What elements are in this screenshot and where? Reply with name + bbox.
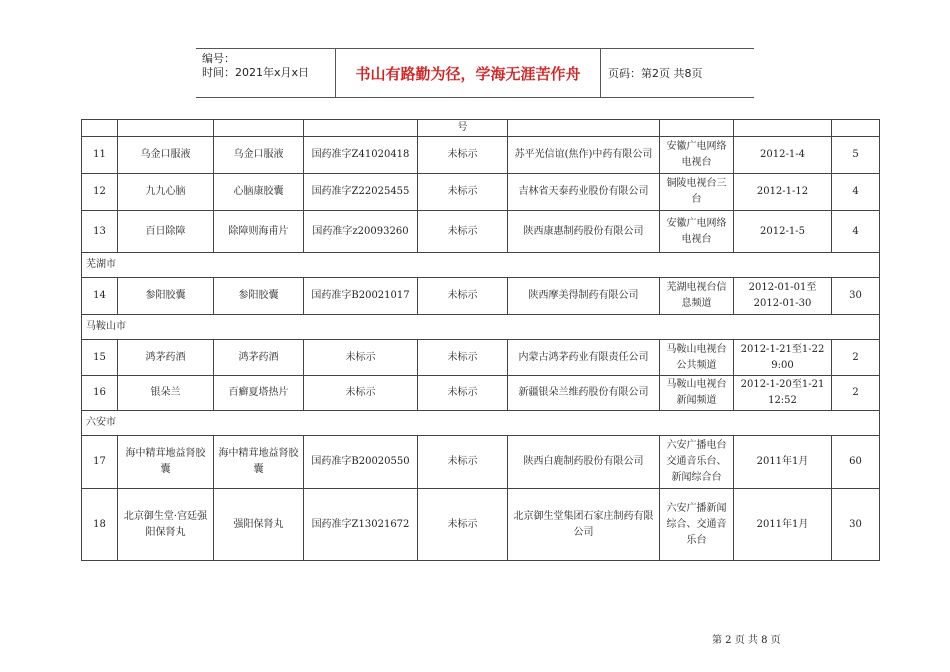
table-cell: 4 bbox=[832, 211, 880, 253]
table-cell: 2011年1月 bbox=[734, 489, 832, 561]
table-cell: 30 bbox=[832, 278, 880, 315]
table-cell: 11 bbox=[82, 137, 118, 174]
table-cell: 2012-1-12 bbox=[734, 174, 832, 211]
page-footer: 第 2 页 共 8 页 bbox=[712, 635, 781, 646]
region-label: 芜湖市 bbox=[82, 253, 880, 278]
table-row bbox=[82, 436, 880, 489]
table-cell bbox=[508, 120, 660, 137]
table-cell: 号 bbox=[418, 120, 508, 137]
table-cell: 未标示 bbox=[418, 278, 508, 315]
table-cell bbox=[734, 120, 832, 137]
table-cell: 2012-1-21至1-22 9:00 bbox=[734, 340, 832, 376]
table-cell: 未标示 bbox=[418, 340, 508, 376]
table-cell: 未标示 bbox=[418, 436, 508, 489]
table-cell: 未标示 bbox=[418, 137, 508, 174]
table-cell: 陕西白鹿制药股份有限公司 bbox=[508, 436, 660, 489]
table-cell: 未标示 bbox=[418, 489, 508, 561]
header-meta bbox=[196, 49, 336, 97]
table-row bbox=[82, 137, 880, 174]
table-cell: 陕西康惠制药股份有限公司 bbox=[508, 211, 660, 253]
table-cell: 安徽广电网络电视台 bbox=[660, 211, 734, 253]
table-cell bbox=[118, 120, 214, 137]
region-row bbox=[82, 411, 880, 436]
table-row bbox=[82, 211, 880, 253]
table-cell bbox=[214, 120, 304, 137]
table-cell: 4 bbox=[832, 174, 880, 211]
table-cell: 2 bbox=[832, 376, 880, 411]
table-cell: 30 bbox=[832, 489, 880, 561]
table-cell: 国药准字Z41020418 bbox=[304, 137, 418, 174]
table-cell: 12 bbox=[82, 174, 118, 211]
table-row bbox=[82, 278, 880, 315]
table-cell: 参阳胶囊 bbox=[118, 278, 214, 315]
table-cell: 安徽广电网络电视台 bbox=[660, 137, 734, 174]
table-cell bbox=[832, 120, 880, 137]
table-row bbox=[82, 340, 880, 376]
table-cell: 2012-01-01至2012-01-30 bbox=[734, 278, 832, 315]
region-label: 六安市 bbox=[82, 411, 880, 436]
table-cell: 除障则海甫片 bbox=[214, 211, 304, 253]
table-cell: 鸿茅药酒 bbox=[118, 340, 214, 376]
table-cell: 北京御生堂·宫廷强阳保肾丸 bbox=[118, 489, 214, 561]
table-cell: 强阳保肾丸 bbox=[214, 489, 304, 561]
table-cell: 百日除障 bbox=[118, 211, 214, 253]
table-cell: 未标示 bbox=[418, 174, 508, 211]
table-cell: 国药准字z20093260 bbox=[304, 211, 418, 253]
table-cell bbox=[304, 120, 418, 137]
table-cell: 15 bbox=[82, 340, 118, 376]
table-cell: 未标示 bbox=[418, 376, 508, 411]
table-row bbox=[82, 376, 880, 411]
table-cell: 陕西摩美得制药有限公司 bbox=[508, 278, 660, 315]
table-cell: 苏平光信谊(焦作)中药有限公司 bbox=[508, 137, 660, 174]
ad-violation-table bbox=[81, 119, 880, 561]
table-cell: 2 bbox=[832, 340, 880, 376]
table-row bbox=[82, 120, 880, 137]
table-cell: 铜陵电视台三台 bbox=[660, 174, 734, 211]
table-cell: 六安广播电台交通音乐台、新闻综合台 bbox=[660, 436, 734, 489]
table-cell: 2012-1-20至1-21 12:52 bbox=[734, 376, 832, 411]
table-cell: 国药准字B20020550 bbox=[304, 436, 418, 489]
table-cell: 13 bbox=[82, 211, 118, 253]
table-cell: 未标示 bbox=[304, 376, 418, 411]
table-cell: 新疆银朵兰维药股份有限公司 bbox=[508, 376, 660, 411]
header-page: 页码：第2页 共8页 bbox=[608, 67, 703, 80]
table-cell: 未标示 bbox=[304, 340, 418, 376]
table-cell: 国药准字Z13021672 bbox=[304, 489, 418, 561]
table-cell: 参阳胶囊 bbox=[214, 278, 304, 315]
table-cell: 海中精茸地益肾胶囊 bbox=[214, 436, 304, 489]
table-cell: 18 bbox=[82, 489, 118, 561]
table-cell: 内蒙古鸿茅药业有限责任公司 bbox=[508, 340, 660, 376]
table-cell: 5 bbox=[832, 137, 880, 174]
table-cell: 吉林省天泰药业股份有限公司 bbox=[508, 174, 660, 211]
table-cell: 乌金口服液 bbox=[214, 137, 304, 174]
document-header bbox=[196, 48, 754, 98]
table-cell: 芜湖电视台信息频道 bbox=[660, 278, 734, 315]
table-cell: 马鞍山电视台公共频道 bbox=[660, 340, 734, 376]
table-cell: 60 bbox=[832, 436, 880, 489]
table-cell: 2012-1-5 bbox=[734, 211, 832, 253]
table-cell: 心脑康胶囊 bbox=[214, 174, 304, 211]
region-label: 马鞍山市 bbox=[82, 315, 880, 340]
table-cell: 国药准字B20021017 bbox=[304, 278, 418, 315]
table-cell: 银朵兰 bbox=[118, 376, 214, 411]
time-label: 时间：2021年x月x日 bbox=[202, 66, 310, 79]
table-cell: 2011年1月 bbox=[734, 436, 832, 489]
region-row bbox=[82, 315, 880, 340]
number-label: 编号： bbox=[202, 52, 235, 65]
table-cell: 乌金口服液 bbox=[118, 137, 214, 174]
table-cell: 北京御生堂集团石家庄制药有限公司 bbox=[508, 489, 660, 561]
table-cell: 九九心脑 bbox=[118, 174, 214, 211]
table-cell: 六安广播新闻综合、交通音乐台 bbox=[660, 489, 734, 561]
table-cell: 鸿茅药酒 bbox=[214, 340, 304, 376]
table-row bbox=[82, 174, 880, 211]
table-cell bbox=[660, 120, 734, 137]
table-cell: 国药准字Z22025455 bbox=[304, 174, 418, 211]
header-motto: 书山有路勤为径，学海无涯苦作舟 bbox=[336, 49, 601, 97]
table-cell: 14 bbox=[82, 278, 118, 315]
table-cell bbox=[82, 120, 118, 137]
table-cell: 马鞍山电视台新闻频道 bbox=[660, 376, 734, 411]
table-cell: 百癣夏塔热片 bbox=[214, 376, 304, 411]
table-cell: 海中精茸地益肾胶囊 bbox=[118, 436, 214, 489]
table-cell: 未标示 bbox=[418, 211, 508, 253]
table-row bbox=[82, 489, 880, 561]
region-row bbox=[82, 253, 880, 278]
table-cell: 2012-1-4 bbox=[734, 137, 832, 174]
table-cell: 17 bbox=[82, 436, 118, 489]
table-cell: 16 bbox=[82, 376, 118, 411]
